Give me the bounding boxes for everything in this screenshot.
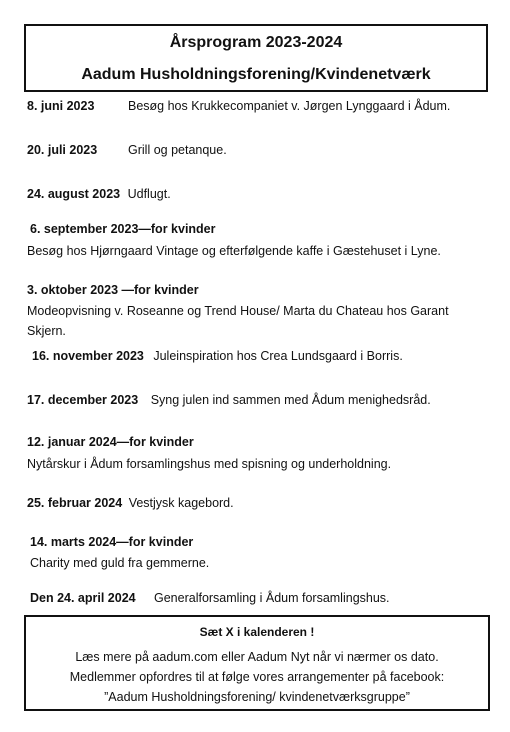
- event-8-text: Nytårskur i Ådum forsamlingshus med spisning og underholdning.: [27, 457, 392, 471]
- event-date: Den 24. april 2024: [30, 591, 136, 605]
- event-date: 17. december 2023: [27, 393, 139, 407]
- footer-line-1: Læs mere på aadum.com eller Aadum Nyt når vi nærmer os dato.: [75, 650, 439, 664]
- event-9: [27, 496, 234, 510]
- event-5-text: Modeopvisning v. Roseanne og Trend House/ Marta du Chateau hos Garant Skjern.: [27, 304, 449, 338]
- footer-line-3: ”Aadum Husholdningsforening/ kvindenetværksgruppe”: [104, 690, 410, 704]
- event-date: 14. marts 2024—for kvinder: [30, 535, 194, 549]
- event-text: Grill og petanque.: [128, 143, 227, 157]
- event-date: 8. juni 2023: [27, 99, 95, 113]
- event-7: [27, 393, 431, 407]
- event-10-text: Charity med guld fra gemmerne.: [30, 556, 210, 570]
- header-box: [24, 24, 488, 92]
- footer-box: [24, 615, 490, 711]
- footer-title: Sæt X i kalenderen !: [199, 625, 315, 639]
- event-2: [27, 143, 227, 157]
- event-date: 12. januar 2024—for kvinder: [27, 435, 194, 449]
- event-date: 16. november 2023: [32, 349, 144, 363]
- event-date: 20. juli 2023: [27, 143, 98, 157]
- event-text: Vestjysk kagebord.: [128, 496, 234, 510]
- event-date: 25. februar 2024: [27, 496, 123, 510]
- event-6: [32, 349, 403, 363]
- organization-name: Aadum Husholdningsforening/Kvindenetværk: [81, 66, 431, 83]
- event-1: [27, 99, 451, 113]
- event-5-date: [27, 283, 199, 297]
- event-10-date: [30, 535, 193, 549]
- event-text: Besøg hos Krukkecompaniet v. Jørgen Lynggaard i Ådum.: [128, 99, 451, 113]
- page-title: Årsprogram 2023-2024: [169, 34, 343, 51]
- event-8-date: [27, 435, 194, 449]
- event-date: 3. oktober 2023 —for kvinder: [27, 283, 199, 297]
- event-date: 6. september 2023—for kvinder: [30, 222, 216, 236]
- event-4-text: Besøg hos Hjørngaard Vintage og efterfølgende kaffe i Gæstehuset i Lyne.: [27, 244, 441, 258]
- event-text: Juleinspiration hos Crea Lundsgaard i Borris.: [153, 349, 403, 363]
- footer-line-2: Medlemmer opfordres til at følge vores arrangementer på facebook:: [69, 670, 445, 684]
- event-text: Udflugt.: [127, 187, 171, 201]
- event-4-date: [30, 222, 216, 236]
- event-text: Generalforsamling i Ådum forsamlingshus.: [154, 591, 390, 605]
- event-date: 24. august 2023: [27, 187, 121, 201]
- event-11: [30, 591, 390, 605]
- event-3: [27, 187, 171, 201]
- event-text: Syng julen ind sammen med Ådum menighedsråd.: [150, 393, 431, 407]
